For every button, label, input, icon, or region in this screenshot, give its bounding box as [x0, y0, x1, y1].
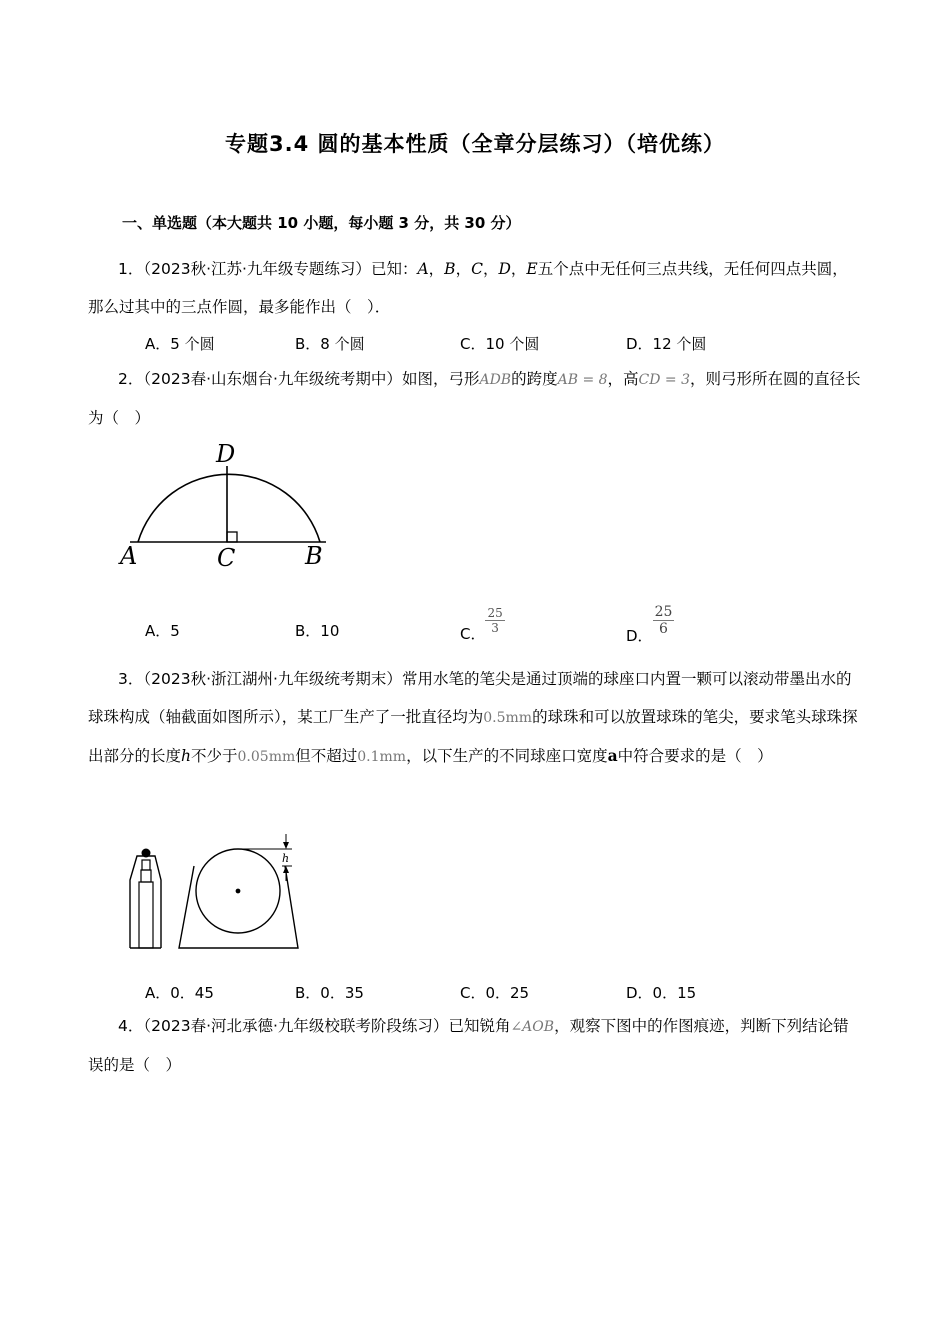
q3-figure-label-h: h [282, 852, 290, 865]
section-heading: 一、单选题（本大题共 10 小题，每小题 3 分，共 30 分） [122, 214, 521, 232]
q2-option-c[interactable] [460, 606, 505, 643]
q3-text-e: ，以下生产的不同球座口宽度 [406, 747, 608, 765]
q4-angle: ∠AOB [510, 1019, 555, 1035]
q3-options [145, 982, 845, 1008]
pen-diagram [130, 849, 161, 949]
q3-a-var: a [607, 746, 618, 765]
q1-number: 1． [118, 260, 144, 278]
q2-option-d-fraction [653, 604, 675, 637]
q4-source: （2023春·河北承德·九年级校联考阶段练习） [143, 1017, 449, 1035]
q1-option-a[interactable]: A．5 个圆 [145, 335, 215, 353]
q1-var-b: B [444, 260, 456, 278]
q2-right-angle-mark [227, 532, 237, 542]
q2-source: （2023春·山东烟台·九年级统考期中） [143, 370, 402, 388]
q1-var-a: A [417, 260, 429, 278]
q3-option-d[interactable]: D．0．15 [626, 984, 697, 1002]
q3-min-length: 0.05mm [237, 749, 296, 765]
q2-option-b[interactable]: B．10 [295, 622, 340, 640]
q2-arc: ADB [479, 372, 512, 388]
q1-text-b: 五个点中无任何三点共线，无任何四点共圆，那么过其中的三点作圆，最多能作出（ ）． [88, 260, 848, 316]
q2-option-d-numerator: 25 [654, 604, 673, 620]
q3-option-c[interactable]: C．0．25 [460, 984, 530, 1002]
q2-number: 2． [118, 370, 144, 388]
q3-diameter: 0.5mm [483, 710, 533, 726]
q2-label-a: A [120, 542, 138, 570]
q1-var-d: D [498, 260, 511, 278]
q4-text-b: ，观察下图中的作图痕迹，判断下列结论错误的是（ ） [88, 1017, 849, 1074]
q2-option-d-prefix: D． [626, 627, 653, 645]
q2-label-b: B [305, 542, 323, 570]
q3-max-length: 0.1mm [357, 749, 407, 765]
ball-seat-diagram [179, 834, 298, 948]
q4-text-a: 已知锐角 [448, 1017, 511, 1035]
q2-text-b: 的跨度 [511, 370, 558, 388]
q1-options [145, 333, 845, 359]
q2-text-c: ，高 [607, 370, 639, 388]
q2-text-a: 如图，弓形 [401, 370, 480, 388]
q3-text-b: 的球珠和可以放置球珠的笔尖，要求笔头球珠探出部分的长度 [88, 708, 858, 765]
q1-source: （2023秋·江苏·九年级专题练习） [143, 260, 371, 278]
q1-var-e: E [526, 260, 538, 278]
q2-option-c-prefix: C． [460, 625, 486, 643]
q2-option-d[interactable] [626, 604, 674, 645]
q2-label-d: D [216, 440, 236, 468]
q3-option-a[interactable]: A．0．45 [145, 984, 214, 1002]
q2-height: CD = 3 [638, 372, 691, 388]
q3-text-c: 不少于 [191, 747, 238, 765]
q3-option-b[interactable]: B．0．35 [295, 984, 364, 1002]
q2-option-d-denominator: 6 [659, 621, 668, 637]
q3-source: （2023秋·浙江湖州·九年级统考期末） [143, 670, 402, 688]
q3-figure [120, 828, 320, 953]
q2-options [145, 604, 845, 646]
q2-figure [110, 438, 340, 578]
q1-var-c: C [471, 260, 483, 278]
q2-option-c-denominator: 3 [491, 621, 499, 635]
question-2 [88, 360, 863, 437]
q1-option-c[interactable]: C．10 个圆 [460, 335, 540, 353]
q1-option-d[interactable]: D．12 个圆 [626, 335, 707, 353]
q2-text-d: ，则弓形所在圆的直径长为（ ） [88, 370, 861, 427]
q2-label-c: C [217, 544, 236, 572]
question-3 [88, 660, 863, 776]
page-title: 专题3.4 圆的基本性质（全章分层练习）（培优练） [224, 132, 725, 156]
q1-text-a: 已知： [370, 260, 418, 278]
q2-option-c-fraction [485, 606, 504, 635]
question-1: 1．（2023秋·江苏·九年级专题练习）已知：A，B，C，D，E五个点中无任何三点共线，无任何四点共圆，那么过其中的三点作圆，最多能作出（ ）． [88, 260, 848, 316]
q3-h-var: h [181, 747, 191, 765]
q3-text-d: 但不超过 [295, 747, 358, 765]
q3-text-a: 常用水笔的笔尖是通过顶端的球座口内置一颗可以滚动带墨出水的球珠构成（轴截面如图所示），某工厂生产了一批直径均为 [88, 670, 852, 726]
q2-span: AB = 8 [557, 372, 608, 388]
q3-number: 3． [118, 670, 144, 688]
q3-text-f: 中符合要求的是（ ） [617, 747, 773, 765]
q4-number: 4． [118, 1017, 144, 1035]
question-4 [88, 1007, 863, 1084]
q1-option-b[interactable]: B．8 个圆 [295, 335, 365, 353]
q2-option-a[interactable]: A．5 [145, 622, 180, 640]
q2-option-c-numerator: 25 [487, 606, 503, 620]
